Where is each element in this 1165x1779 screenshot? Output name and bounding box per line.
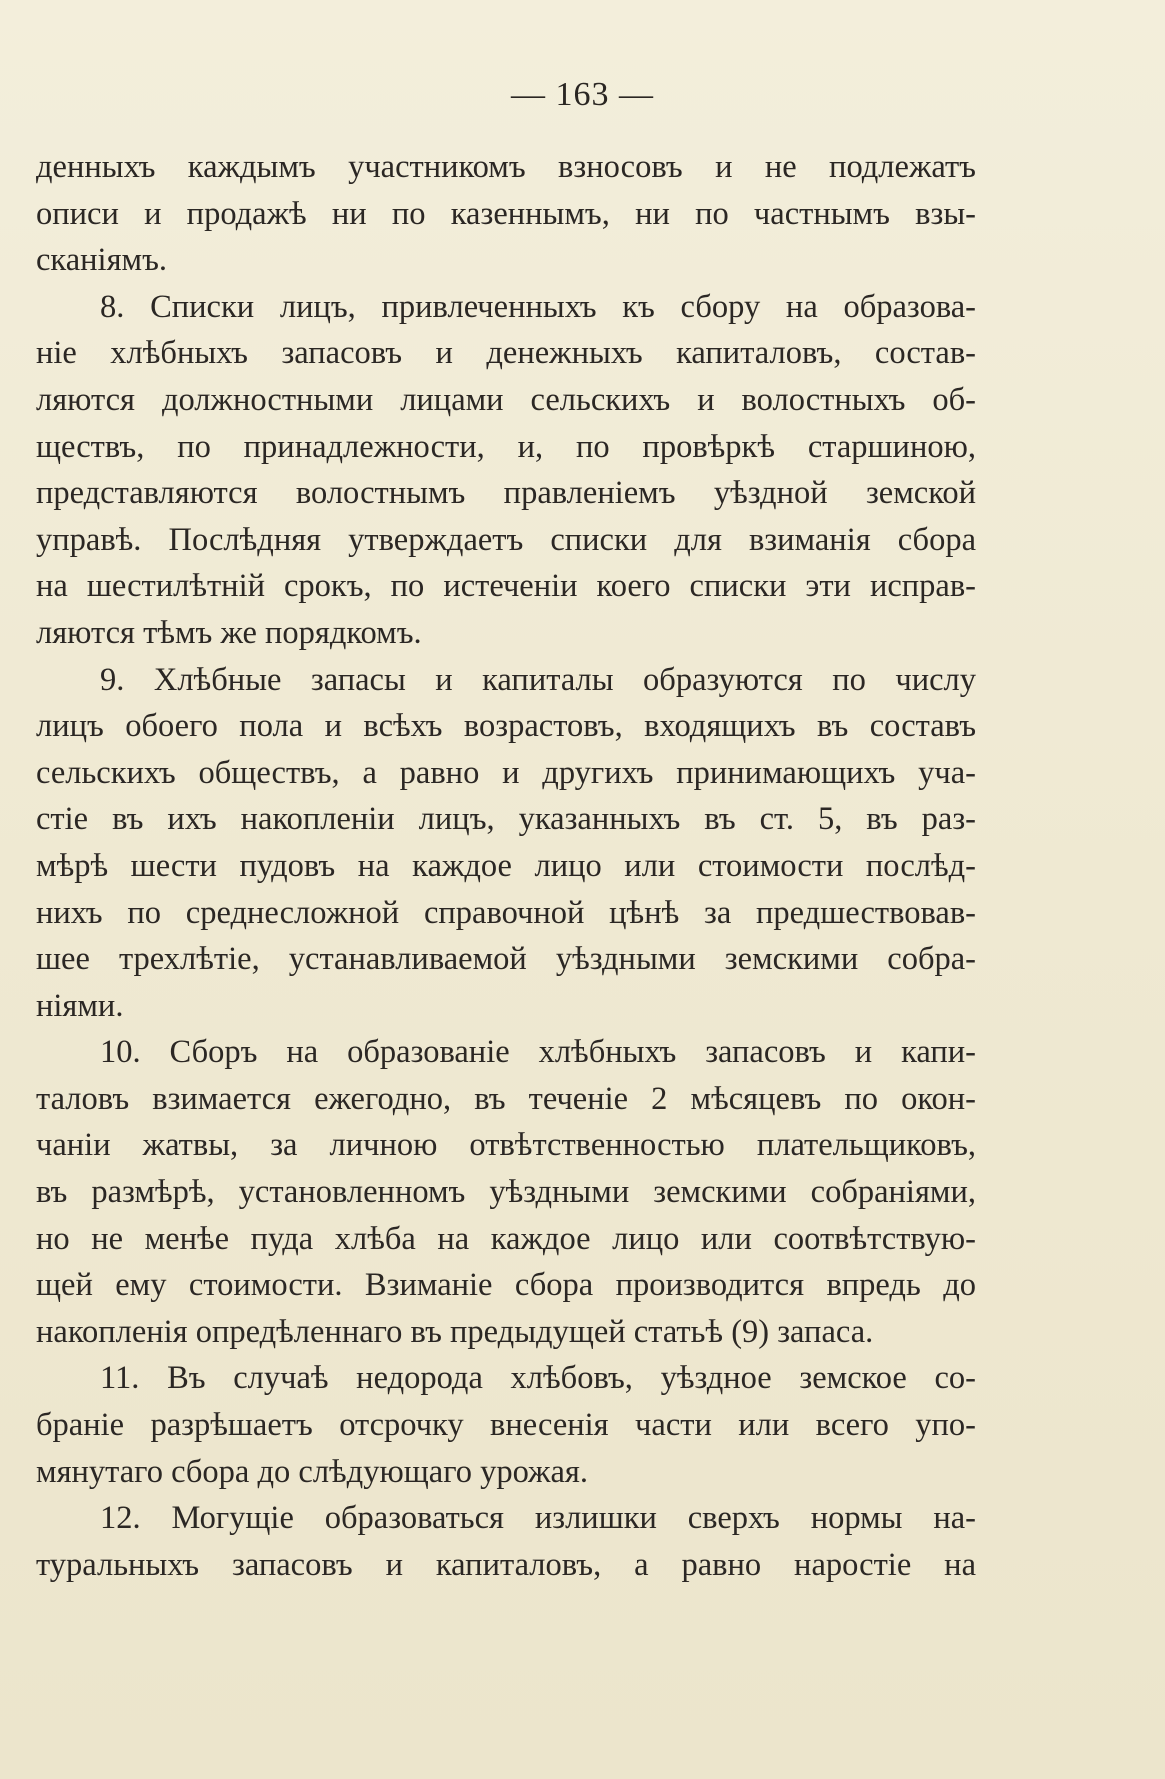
text-line: мянутаго сбора до слѣдующаго урожая. bbox=[36, 1453, 588, 1490]
text-line: мѣрѣ шести пудовъ на каждое лицо или стоимости послѣд- bbox=[36, 847, 976, 884]
text-line: 10. Сборъ на образованіе хлѣбныхъ запасовъ и капи- bbox=[100, 1034, 976, 1071]
text-line: сельскихъ обществъ, а равно и другихъ принимающихъ уча- bbox=[36, 754, 976, 791]
text-line: на шестилѣтній срокъ, по истеченіи коего списки эти исправ- bbox=[36, 568, 976, 605]
text-line: ніями. bbox=[36, 987, 124, 1024]
text-line: въ размѣрѣ, установленномъ уѣздными земскими собраніями, bbox=[36, 1174, 976, 1211]
text-line: сканіямъ. bbox=[36, 242, 168, 279]
text-line: ніе хлѣбныхъ запасовъ и денежныхъ капиталовъ, состав- bbox=[36, 335, 976, 372]
text-line: чаніи жатвы, за личною отвѣтственностью плательщиковъ, bbox=[36, 1127, 976, 1164]
text-line: 11. Въ случаѣ недорода хлѣбовъ, уѣздное земское со- bbox=[100, 1360, 976, 1397]
text-line: описи и продажѣ ни по казеннымъ, ни по частнымъ взы- bbox=[36, 195, 976, 232]
text-line: стіе въ ихъ накопленіи лицъ, указанныхъ въ ст. 5, въ раз- bbox=[36, 801, 976, 838]
text-line: нихъ по среднесложной справочной цѣнѣ за предшествовав- bbox=[36, 894, 976, 931]
text-line: но не менѣе пуда хлѣба на каждое лицо или соотвѣтствую- bbox=[36, 1220, 976, 1257]
text-line: 12. Могущіе образоваться излишки сверхъ нормы на- bbox=[100, 1500, 976, 1537]
text-line: 8. Списки лицъ, привлеченныхъ къ сбору на образова- bbox=[100, 288, 976, 325]
text-line: денныхъ каждымъ участникомъ взносовъ и не подлежатъ bbox=[36, 149, 976, 185]
text-line: таловъ взимается ежегодно, въ теченіе 2 мѣсяцевъ по окон- bbox=[36, 1080, 976, 1117]
text-line: лицъ обоего пола и всѣхъ возрастовъ, входящихъ въ составъ bbox=[36, 708, 976, 745]
text-line: представляются волостнымъ правленіемъ уѣздной земской bbox=[36, 475, 976, 512]
text-line: управѣ. Послѣдняя утверждаетъ списки для взиманія сбора bbox=[36, 521, 976, 558]
page-number: — 163 — bbox=[511, 76, 654, 113]
text-line: накопленія опредѣленнаго въ предыдущей статьѣ (9) запаса. bbox=[36, 1313, 874, 1350]
text-line: ляются должностными лицами сельскихъ и волостныхъ об- bbox=[36, 381, 976, 418]
body-text bbox=[36, 144, 976, 1588]
text-line: ществъ, по принадлежности, и, по провѣркѣ старшиною, bbox=[36, 428, 976, 465]
text-line: щей ему стоимости. Взиманіе сбора производится впредь до bbox=[36, 1267, 976, 1304]
text-line: ляются тѣмъ же порядкомъ. bbox=[36, 614, 422, 651]
text-line: браніе разрѣшаетъ отсрочку внесенія части или всего упо- bbox=[36, 1407, 976, 1444]
text-line: шее трехлѣтіе, устанавливаемой уѣздными земскими собра- bbox=[36, 941, 976, 978]
text-line: 9. Хлѣбные запасы и капиталы образуются по числу bbox=[100, 661, 976, 698]
text-line: туральныхъ запасовъ и капиталовъ, а равно наростіе на bbox=[36, 1546, 976, 1583]
